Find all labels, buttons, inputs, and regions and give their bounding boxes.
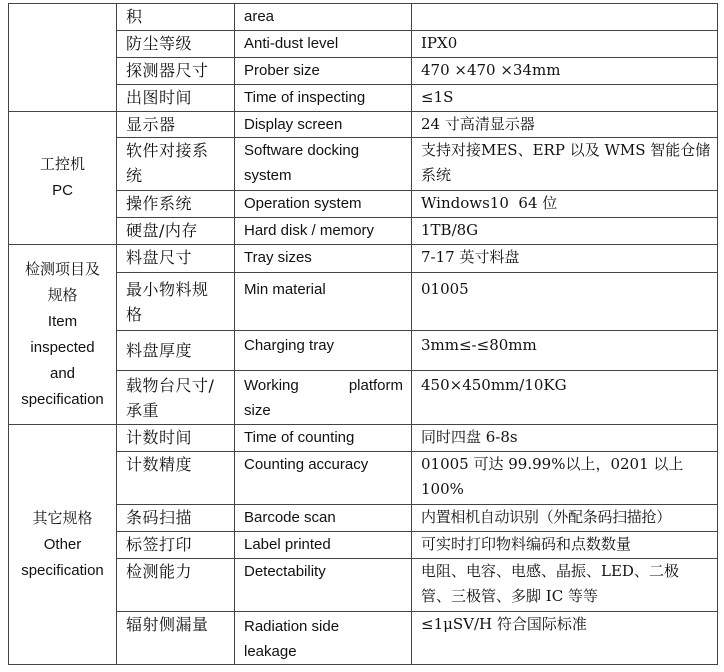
param-en-line: size [244, 402, 271, 419]
param-value: 01005 [412, 273, 718, 331]
param-zh: 条码扫描 [117, 505, 235, 532]
param-value: 1TB/8G [412, 218, 718, 245]
category-zh: 检测项目及 [24, 260, 100, 278]
param-value: 可实时打印物料编码和点数数量 [412, 532, 718, 559]
param-en [235, 612, 412, 665]
param-en: Min material [235, 273, 412, 331]
param-zh: 标签打印 [117, 532, 235, 559]
param-en: Barcode scan [235, 505, 412, 532]
param-zh: 检测能力 [117, 559, 235, 612]
param-value: 3mm≤-≤80mm [412, 331, 718, 371]
param-value: 450×450mm/10KG [412, 371, 718, 425]
param-zh-line: 软件对接系 [126, 141, 209, 160]
param-en: Charging tray [235, 331, 412, 371]
param-value: ≤1μSV/H 符合国际标准 [412, 612, 718, 665]
category-zh: 其它规格 [32, 509, 93, 527]
param-value-line: 管、三极管、多脚 IC 等等 [421, 587, 598, 605]
table-row [9, 425, 718, 452]
spec-table [8, 3, 718, 665]
param-zh-line: 最小物料规 [126, 280, 209, 299]
category-en: Other [43, 535, 82, 553]
param-value: 7-17 英寸料盘 [412, 245, 718, 273]
category-item-inspected [9, 245, 117, 425]
param-en: Anti-dust level [235, 31, 412, 58]
param-en [235, 138, 412, 191]
param-zh: 计数精度 [117, 452, 235, 505]
param-en: Time of counting [235, 425, 412, 452]
table-row [9, 4, 718, 31]
param-zh-line: 统 [126, 166, 143, 185]
param-value: 470 ×470 ×34mm [412, 58, 718, 85]
param-value: Windows10 64 位 [412, 191, 718, 218]
param-value: 同时四盘 6-8s [412, 425, 718, 452]
category-pc [9, 112, 117, 245]
param-value [412, 4, 718, 31]
param-zh-line: 格 [126, 305, 143, 324]
param-en: Hard disk / memory [235, 218, 412, 245]
param-en-word: platform [348, 377, 403, 394]
param-zh [117, 371, 235, 425]
param-zh: 硬盘/内存 [117, 218, 235, 245]
category-en: specification [21, 390, 104, 408]
param-en: Label printed [235, 532, 412, 559]
category-other [9, 425, 117, 665]
param-value-line: 01005 可达 99.99%以上，0201 以上 [421, 455, 684, 473]
param-en: Display screen [235, 112, 412, 138]
param-zh-line: 承重 [126, 401, 160, 420]
category-en: PC [52, 182, 73, 199]
param-en-line: Software docking [244, 142, 360, 159]
param-zh: 探测器尺寸 [117, 58, 235, 85]
table-row [9, 112, 718, 138]
param-zh [117, 273, 235, 331]
param-zh: 积 [117, 4, 235, 31]
param-zh: 操作系统 [117, 191, 235, 218]
category-cell-empty [9, 4, 117, 112]
param-zh: 防尘等级 [117, 31, 235, 58]
param-zh-line: 载物台尺寸/ [126, 376, 215, 395]
param-value [412, 138, 718, 191]
param-zh: 料盘厚度 [117, 331, 235, 371]
table-row [9, 245, 718, 273]
param-en: Prober size [235, 58, 412, 85]
param-value-line: 系统 [421, 166, 452, 184]
param-zh: 料盘尺寸 [117, 245, 235, 273]
category-zh: 工控机 [39, 156, 85, 173]
param-value [412, 559, 718, 612]
param-en [235, 371, 412, 425]
param-en: area [235, 4, 412, 31]
param-zh: 显示器 [117, 112, 235, 138]
category-en: and [49, 364, 76, 382]
param-zh: 计数时间 [117, 425, 235, 452]
param-value [412, 452, 718, 505]
param-value: 内置相机自动识别（外配条码扫描抢） [412, 505, 718, 532]
category-en: Item [47, 312, 78, 330]
param-en: Detectability [235, 559, 412, 612]
param-value-line: 100% [421, 480, 464, 498]
param-en-line [244, 373, 403, 398]
param-en-line: leakage [244, 643, 297, 660]
category-en: specification [21, 561, 104, 579]
param-zh: 辐射侧漏量 [117, 612, 235, 665]
param-en: Counting accuracy [235, 452, 412, 505]
param-en-word: Working [244, 377, 299, 394]
param-en-line: Radiation side [244, 618, 340, 635]
param-value: IPX0 [412, 31, 718, 58]
param-en: Tray sizes [235, 245, 412, 273]
param-en: Operation system [235, 191, 412, 218]
param-value: ≤1S [412, 85, 718, 112]
param-zh [117, 138, 235, 191]
param-en: Time of inspecting [235, 85, 412, 112]
param-value-line: 支持对接MES、ERP 以及 WMS 智能仓储 [421, 141, 711, 159]
param-zh: 出图时间 [117, 85, 235, 112]
param-value-line: 电阻、电容、电感、晶振、LED、二极 [421, 562, 679, 580]
category-zh: 规格 [47, 286, 78, 304]
param-en-line: system [244, 167, 292, 184]
param-value: 24 寸高清显示器 [412, 112, 718, 138]
category-en: inspected [30, 338, 95, 356]
